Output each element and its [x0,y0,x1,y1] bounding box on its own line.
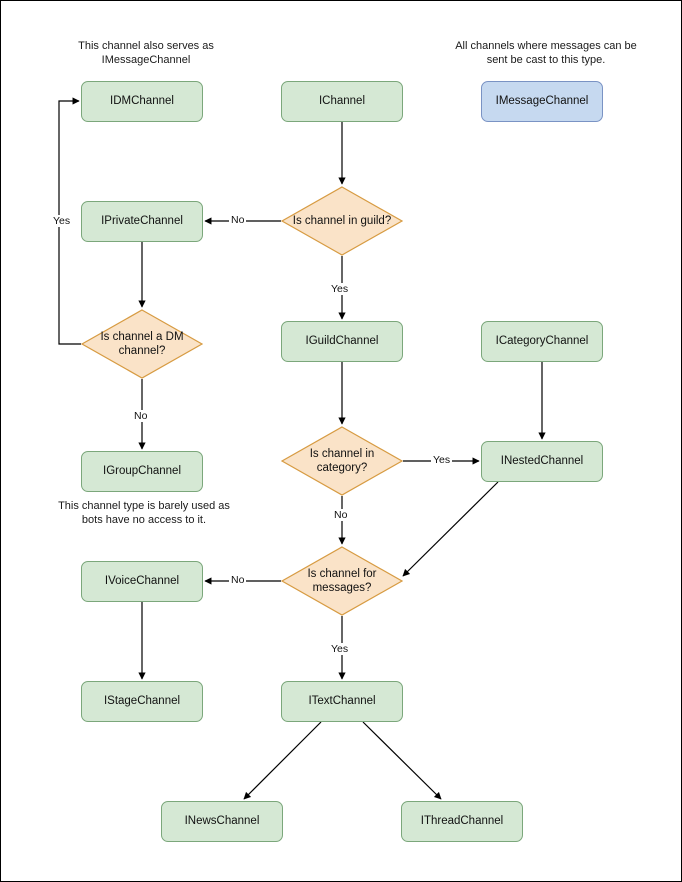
node-inestedchannel[interactable] [481,441,603,482]
node-iguildchannel-label: IGuildChannel [305,335,379,348]
node-icategorychannel-label: ICategoryChannel [495,335,589,348]
node-igroupchannel[interactable] [81,451,203,492]
node-ithreadchannel[interactable] [401,801,523,842]
node-ichannel-label: IChannel [318,95,366,108]
node-iprivatechannel[interactable] [81,201,203,242]
node-idmchannel-label: IDMChannel [110,95,174,108]
node-is-channel-in-guild[interactable] [281,186,403,256]
edge-label-yes-guild: Yes [331,283,349,295]
edge-label-yes-dm: Yes [53,215,71,227]
edge-label-no-messages: No [231,574,245,586]
node-iguildchannel[interactable] [281,321,403,362]
edge-inestedchannel-to-messages-decision [403,482,498,576]
note-dm-channel: This channel also serves as IMessageChannel [78,40,214,67]
edge-label-no-guild: No [231,214,245,226]
node-is-channel-for-messages[interactable] [281,546,403,616]
edge-itextchannel-to-inewschannel [244,722,321,799]
node-itextchannel-label: ITextChannel [308,695,376,708]
note-message-channel: All channels where messages can be sent be cast to this type. [455,40,637,67]
node-ivoicechannel-label: IVoiceChannel [104,575,180,588]
edge-label-yes-category: Yes [433,454,451,466]
node-ichannel[interactable] [281,81,403,122]
node-ivoicechannel[interactable] [81,561,203,602]
node-is-channel-in-category-label: Is channel in category? [309,447,375,474]
node-istagechannel-label: IStageChannel [103,695,181,708]
node-inewschannel-label: INewsChannel [184,815,260,828]
note-group-channel: This channel type is barely used as bots have no access to it. [58,500,230,527]
node-iprivatechannel-label: IPrivateChannel [101,215,183,228]
node-is-channel-in-guild-label: Is channel in guild? [292,214,392,227]
node-imessagechannel[interactable] [481,81,603,122]
edge-label-no-category: No [334,509,348,521]
edge-itextchannel-to-ithreadchannel [363,722,441,799]
node-icategorychannel[interactable] [481,321,603,362]
node-inestedchannel-label: INestedChannel [500,455,584,468]
node-idmchannel[interactable] [81,81,203,122]
node-is-channel-dm[interactable] [81,309,203,379]
node-igroupchannel-label: IGroupChannel [103,465,181,478]
edge-label-yes-messages: Yes [331,643,349,655]
node-is-channel-for-messages-label: Is channel for messages? [307,567,377,594]
edge-label-no-dm: No [134,410,148,422]
node-istagechannel[interactable] [81,681,203,722]
node-imessagechannel-label: IMessageChannel [495,95,589,108]
node-is-channel-in-category[interactable] [281,426,403,496]
node-ithreadchannel-label: IThreadChannel [420,815,504,828]
node-inewschannel[interactable] [161,801,283,842]
node-is-channel-dm-label: Is channel a DM channel? [100,330,184,357]
node-itextchannel[interactable] [281,681,403,722]
